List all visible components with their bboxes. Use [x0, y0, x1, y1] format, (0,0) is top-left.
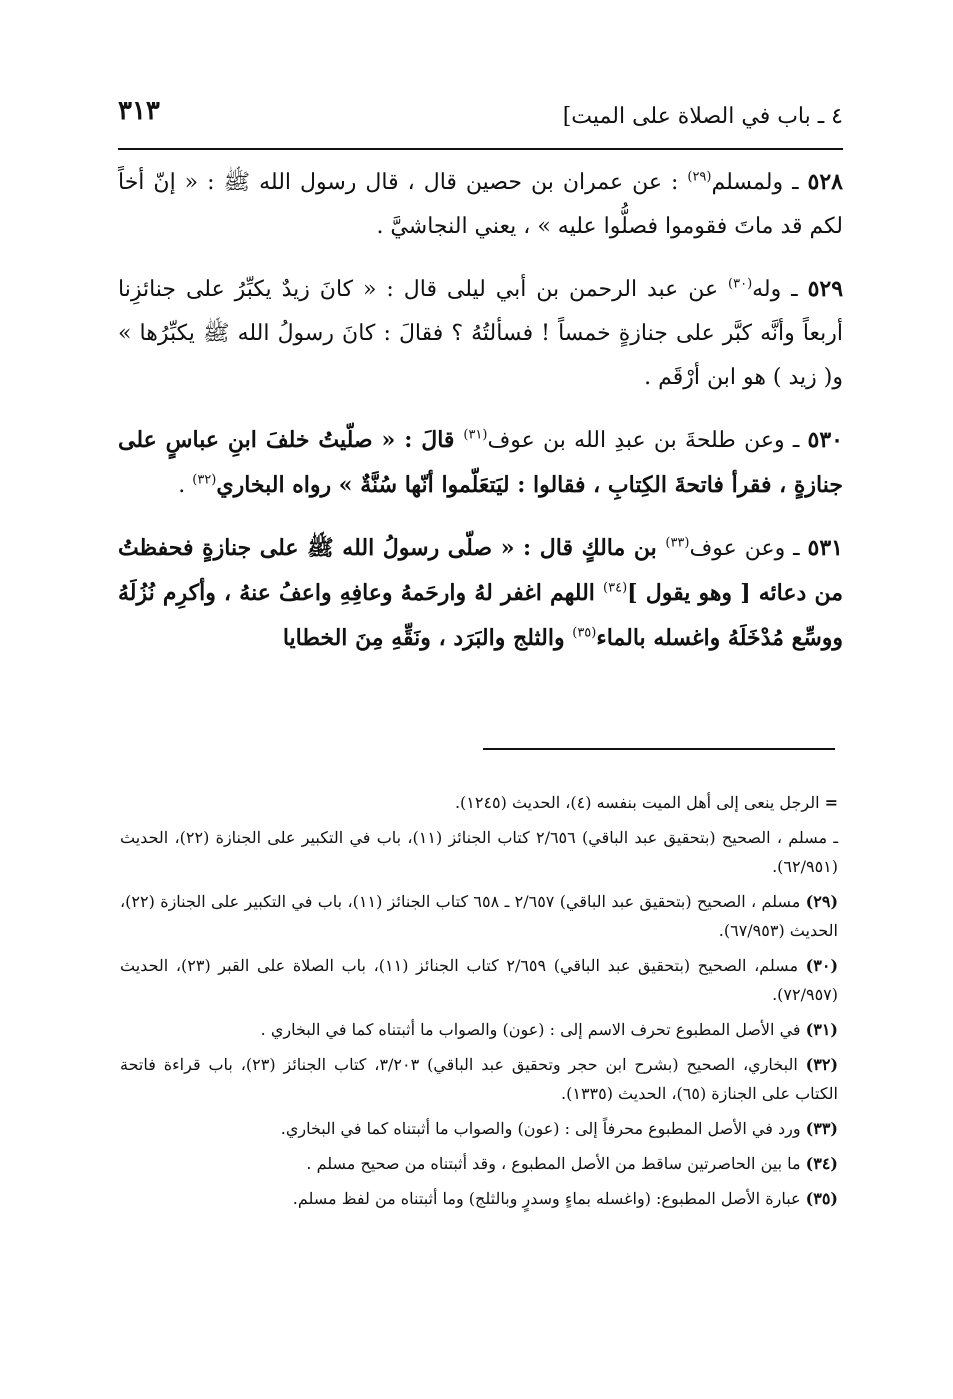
- footnote-ref: (٣٣): [665, 535, 690, 551]
- hadith-body: : عن عمران بن حصين قال ، قال رسول الله ﷺ : « إنّ أخاً لكم قد ماتَ فقوموا فصلُّوا عليه » ، يعني النجاشيَّ .: [118, 170, 843, 239]
- footnote-number: =: [824, 793, 838, 812]
- running-title: ٤ ـ باب في الصلاة على الميت]: [562, 104, 843, 129]
- hadith-body: قالَ : « صلّيتُ خلفَ ابنِ عباسٍ على جنازةٍ ، فقرأ فاتحةَ الكِتابِ ، فقالوا : ليَتعَلّموا أنّها سُنَّةٌ » رواه البخاري: [118, 427, 843, 498]
- footnote-ref: (٣٥): [572, 625, 597, 641]
- hadith-529: [118, 267, 843, 400]
- footnote-number: (٣٤): [805, 1154, 838, 1173]
- footnote-ref: (٣٤): [603, 580, 628, 596]
- hadith-number: ٥٢٩: [807, 276, 844, 302]
- footnote-text: مسلم، الصحيح (بتحقيق عبد الباقي) ٢/٦٥٩ كتاب الجنائز (١١)، باب الصلاة على القبر (٢٣)، الحديث (٧٢/٩٥٧).: [120, 956, 838, 1004]
- footnote: [120, 887, 838, 945]
- hadith-intro: ـ ولمسلم: [711, 170, 799, 195]
- footnote-text: البخاري، الصحيح (بشرح ابن حجر وتحقيق عبد الباقي) ٣/٢٠٣، كتاب الجنائز (٢٣)، باب قراءة فاتحة الكتاب على الجنازة (٦٥)، الحديث (١٣٣٥).: [120, 1055, 838, 1103]
- hadith-number: ٥٢٨: [807, 169, 843, 195]
- hadith-528: [118, 160, 843, 249]
- footnote: [120, 1050, 838, 1108]
- footnotes: [120, 788, 838, 1219]
- hadith-body: بن مالكٍ قال : « صلّى رسولُ الله ﷺ على جنازةٍ فحفظتُ من دعائه [ وهو يقول ]: [118, 535, 843, 606]
- footnote-text: في الأصل المطبوع تحرف الاسم إلى : (عون) والصواب ما أثبتناه كما في البخاري .: [260, 1020, 806, 1039]
- footnote: [120, 1015, 838, 1044]
- hadith-number: ٥٣١: [807, 535, 843, 561]
- hadith-body-cont: اللهم اغفر لهُ وارحَمهُ وعافِهِ واعفُ عنهُ ، وأكرِم نُزُلَهُ ووسِّع مُدْخَلَهُ واغسله بالماء: [118, 580, 843, 651]
- hadith-530: [118, 418, 843, 508]
- footnote-number: (٣١): [805, 1020, 838, 1039]
- footnote-ref: (٢٩): [687, 169, 712, 185]
- hadith-intro: ـ وعن طلحةَ بن عبدِ الله بن عوف: [487, 428, 800, 453]
- hadith-intro: ـ وله: [752, 277, 798, 302]
- footnote-text: ـ مسلم ، الصحيح (بتحقيق عبد الباقي) ٢/٦٥٦ كتاب الجنائز (١١)، باب في التكبير على الجنازة (٢٢)، الحديث (٦٢/٩٥١).: [120, 828, 838, 876]
- hadith-number: ٥٣٠: [807, 427, 843, 453]
- footnote-number: (٣٠): [805, 956, 839, 975]
- footnote-text: عبارة الأصل المطبوع: (واغسله بماءٍ وسدرٍ وبالثلج) وما أثبتناه من لفظ مسلم.: [292, 1189, 806, 1208]
- hadith-end: .: [178, 473, 193, 498]
- hadith-body: عن عبد الرحمن بن أبي ليلى قال : « كانَ زيدٌ يكبِّرُ على جنائزِنا أربعاً وأنَّه كبَّر على جنازةٍ خمساً ! فسألتُهُ ؟ فقالَ : كانَ رسولُ الله ﷺ يكبِّرُها » و( زيد ) هو ابن أرْقَم .: [118, 277, 843, 390]
- footnote: [120, 951, 838, 1009]
- footnote-ref: (٣٠): [728, 276, 753, 292]
- main-text: [118, 160, 843, 679]
- footnote-text: ورد في الأصل المطبوع محرفاً إلى : (عون) والصواب ما أثبتناه كما في البخاري.: [280, 1119, 806, 1138]
- page-number: ٣١٣: [118, 96, 160, 126]
- footnote-text: ما بين الحاصرتين ساقط من الأصل المطبوع ، وقد أثبتناه من صحيح مسلم .: [306, 1154, 806, 1173]
- footnote: [120, 1114, 838, 1143]
- footnote-text: الرجل ينعى إلى أهل الميت بنفسه (٤)، الحديث (١٢٤٥).: [454, 793, 825, 812]
- footnote-separator: [483, 748, 835, 750]
- footnote-number: (٣٣): [805, 1119, 838, 1138]
- hadith-end: والثلج والبَرَد ، ونَقِّهِ مِنَ الخطايا: [282, 625, 573, 651]
- footnote: [120, 1149, 838, 1178]
- page-header: [118, 96, 843, 150]
- hadith-531: [118, 526, 843, 661]
- footnote-number: (٣٥): [805, 1189, 838, 1208]
- footnote-number: (٢٩): [805, 892, 839, 911]
- footnote-number: (٣٢): [805, 1055, 839, 1074]
- footnote-ref: (٣١): [463, 427, 488, 443]
- footnote: [120, 788, 838, 817]
- hadith-intro: ـ وعن عوف: [689, 536, 800, 561]
- footnote: [120, 823, 838, 881]
- footnote-text: مسلم ، الصحيح (بتحقيق عبد الباقي) ٢/٦٥٧ ـ ٦٥٨ كتاب الجنائز (١١)، باب في التكبير على الجنازة (٢٢)، الحديث (٦٧/٩٥٣).: [120, 892, 838, 940]
- footnote: [120, 1184, 838, 1213]
- footnote-ref: (٣٢): [192, 472, 217, 488]
